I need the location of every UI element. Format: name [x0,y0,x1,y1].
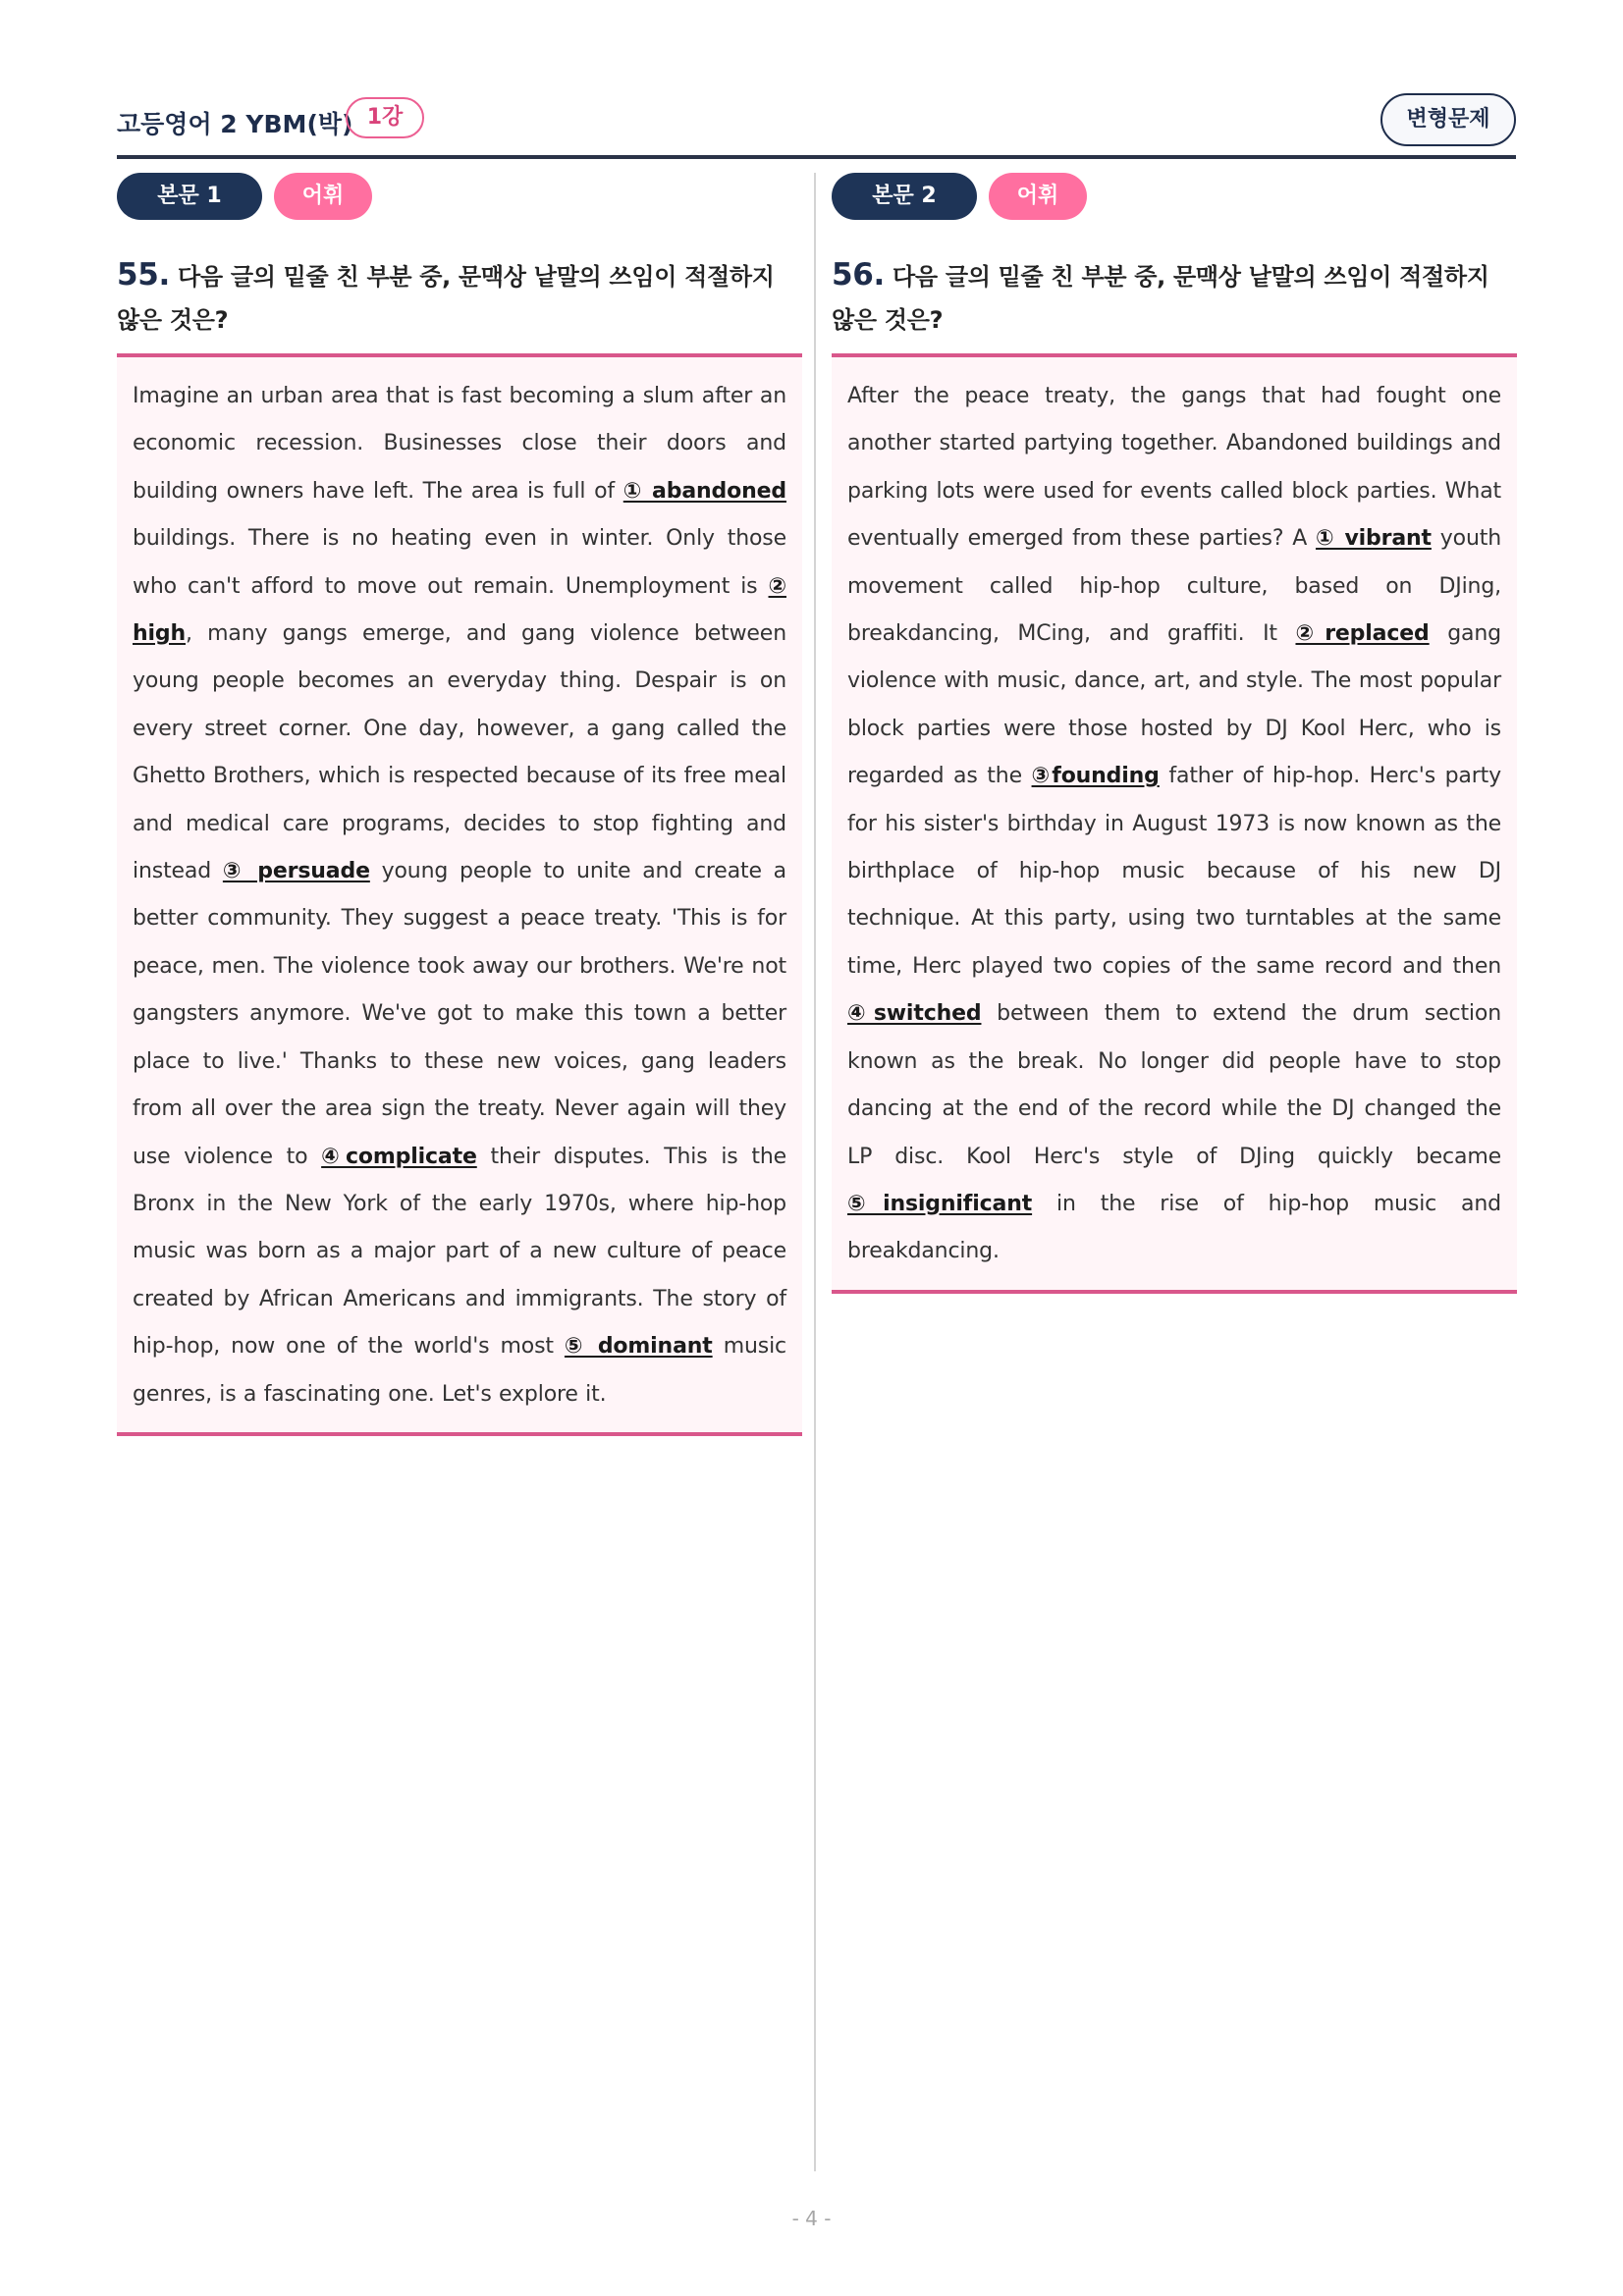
question-number: 55. [117,257,171,293]
question-column-right [832,173,1517,1294]
column-divider [814,173,816,2171]
passage-box [117,353,802,1436]
text-tag: 본문 1 [117,173,262,220]
underlined-choice: ⑤ dominant [564,1334,713,1360]
passage-text [133,373,786,1418]
passage-segment: father of hip-hop. Herc's party for his sister's birthday in August 1973 is now known as the birthplace of hip-hop music because of his new DJ technique. At this party, using two turntables at the same time, Herc played two copies of the same record and then [847,764,1501,979]
text-tag: 본문 2 [832,173,977,220]
passage-segment: between them to extend the drum section known as the break. No longer did people have to stop dancing at the end of the record while the DJ changed the LP disc. Kool Herc's style of DJing quickly became [847,1001,1501,1169]
workbook-title: 고등영어 2 YBM(박) [117,110,353,138]
question-prompt [117,253,802,342]
passage-segment: buildings. There is no heating even in winter. Only those who can't afford to move out remain. Unemployment is [133,526,786,599]
underlined-choice: ③ persuade [222,859,370,884]
tag-row [832,173,1517,220]
passage-segment: music genres, is a fascinating one. Let's explore it. [133,1334,787,1407]
underlined-choice: ④switched [847,1001,982,1027]
question-type-badge: 변형문제 [1380,93,1516,146]
passage-text [847,373,1501,1276]
category-tag: 어휘 [989,173,1087,220]
underlined-choice: ① abandoned [622,478,786,504]
question-number: 56. [832,257,886,293]
passage-segment: youth movement called hip-hop culture, based on DJing, breakdancing, MCing, and graffiti. It [847,526,1502,647]
passage-box [832,353,1517,1294]
category-tag: 어휘 [274,173,372,220]
passage-segment: After the peace treaty, the gangs that had fought one another started partying together. Abandoned buildings and parking lots were used for events called block parties. What eventually emerged from these parties? A [847,384,1501,552]
passage-segment: , many gangs emerge, and gang violence between young people becomes an everyday thing. Despair is on every street corner. One day, however, a gang called the Ghetto Brothers, which is respected because of its free meal and medical care programs, decides to stop fighting and instead [133,621,786,884]
underlined-choice: ② high [133,573,786,647]
underlined-choice: ②replaced [1295,621,1430,647]
underlined-choice: ③founding [1031,764,1160,789]
question-prompt [832,253,1517,342]
underlined-choice: ⑤insignificant [847,1191,1033,1216]
passage-segment: their disputes. This is the Bronx in the New York of the early 1970s, where hip-hop music was born as a major part of a new culture of peace created by African Americans and immigrants. The story of hip-hop, now one of the world's most [133,1144,787,1360]
lesson-badge: 1강 [346,97,424,138]
passage-segment: young people to unite and create a better community. They suggest a peace treaty. 'This is for peace, men. The violence took away our brothers. We're not gangsters anymore. We've got to make this town a better place to live.' Thanks to these new voices, gang leaders from all over the area sign the treaty. Never again will they use violence to [133,859,787,1169]
header-divider [117,155,1516,159]
page-header [117,93,1516,154]
question-text: 다음 글의 밑줄 친 부분 중, 문맥상 낱말의 쓰임이 적절하지 않은 것은? [117,263,775,334]
question-text: 다음 글의 밑줄 친 부분 중, 문맥상 낱말의 쓰임이 적절하지 않은 것은? [832,263,1489,334]
underlined-choice: ① vibrant [1315,526,1432,552]
page-number: - 4 - [791,2207,832,2230]
passage-segment: Imagine an urban area that is fast becoming a slum after an economic recession. Businesses close their doors and building owners have left. The area is full of [133,384,786,504]
question-column-left [117,173,802,1436]
tag-row [117,173,802,220]
passage-segment: gang violence with music, dance, art, and style. The most popular block parties were those hosted by DJ Kool Herc, who is regarded as the [847,621,1501,789]
underlined-choice: ④complicate [321,1144,477,1169]
passage-segment: in the rise of hip-hop music and breakdancing. [847,1191,1501,1264]
